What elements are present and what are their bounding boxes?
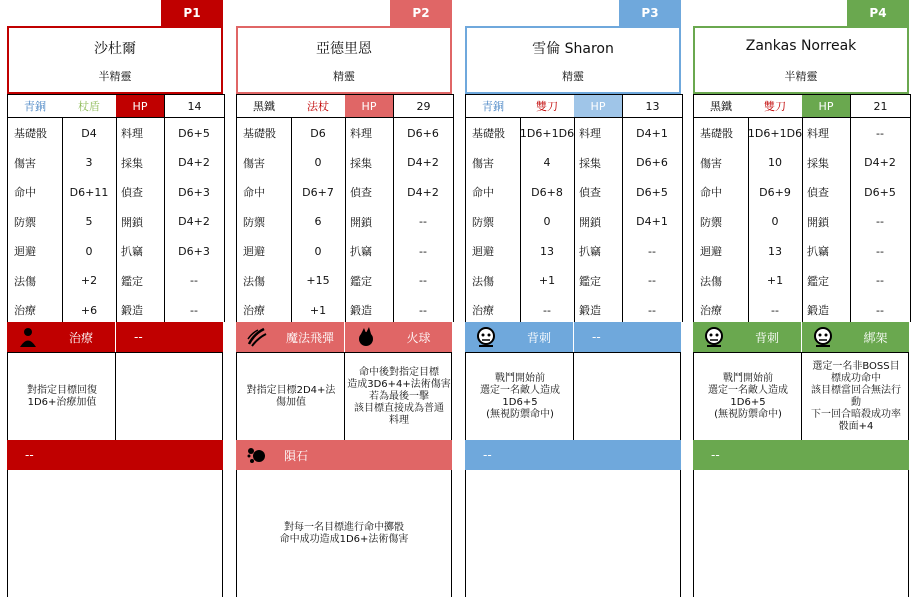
skill-value: 1D6+1D6 [747,126,803,140]
stats-row [466,207,682,237]
ability-bar [693,440,909,470]
ability-bar [7,440,223,470]
ability-name: -- [592,330,601,344]
craft-label: 鍛造 [579,304,601,317]
stats-row [8,236,224,266]
character-race: 精靈 [562,70,584,83]
craft-label: 偵查 [121,186,143,199]
skill-label: 法傷 [14,274,36,288]
skill-label: 基礎骰 [472,127,505,140]
craft-value: -- [876,274,884,287]
name-box [693,26,909,94]
character-race: 精靈 [333,70,355,83]
craft-value: -- [190,303,198,317]
armor-label: 青銅 [482,100,504,113]
craft-value: D6+5 [864,185,896,199]
character-card-p3 [465,0,681,597]
skill-label: 治療 [472,304,494,317]
hp-label: HP [574,95,622,117]
craft-label: 扒竊 [579,245,601,258]
weapon-label: 雙刀 [764,100,786,113]
character-name: 雪倫 Sharon [532,41,614,57]
hp-value: 13 [622,95,682,117]
ability-slot-3[interactable] [236,440,452,470]
stats-row [466,177,682,207]
ability-description-area [693,352,909,440]
craft-value: D6+3 [178,185,210,199]
ability-description [118,353,222,441]
ability-description-area [236,470,452,597]
ability-description-area [7,470,223,597]
ability-name: 背刺 [526,330,551,345]
stats-header-row [466,94,682,118]
ability-name: 背刺 [754,330,779,345]
stats-table [693,94,911,322]
skill-label: 防禦 [700,215,722,229]
ability-slot-3[interactable] [7,440,223,470]
skill-value: D6+7 [302,185,334,199]
craft-label: 偵查 [579,186,601,199]
column-divider [801,353,802,441]
ability-bar [236,440,452,470]
stats-header-row [694,94,910,118]
hp-label: HP [802,95,850,117]
meteor-icon [246,444,268,466]
skill-label: 治療 [700,304,722,317]
name-box [465,26,681,94]
skill-value: -- [771,303,779,317]
ability-slot-2[interactable] [344,322,452,352]
craft-label: 扒竊 [121,245,143,258]
craft-label: 偵查 [807,186,829,199]
craft-value: -- [876,215,884,228]
ability-bar [465,322,681,352]
ability-slot-2[interactable] [801,322,909,352]
ability-slot-2[interactable] [115,322,223,352]
craft-label: 鍛造 [121,304,143,317]
stats-table [236,94,454,322]
craft-value: D4+2 [407,185,439,199]
column-divider [573,353,574,441]
backstab-icon [703,326,725,348]
column-divider [115,353,116,441]
stats-row [237,148,453,178]
ability-name: -- [134,330,143,344]
stats-row [466,295,682,325]
ability-name: 魔法飛彈 [285,330,334,345]
skill-label: 命中 [14,186,36,199]
craft-label: 料理 [350,127,372,140]
column-divider [344,353,345,441]
skill-value: +1 [309,303,327,317]
stats-row [694,236,910,266]
ability-slot-1[interactable] [465,322,573,352]
armor-label: 黑鐵 [710,100,732,113]
craft-label: 鍛造 [807,304,829,317]
skill-value: 3 [85,156,93,169]
craft-value: D4+2 [407,156,439,169]
skill-value: -- [543,303,551,317]
craft-value: D6+5 [178,126,210,140]
skill-label: 防禦 [243,215,265,229]
skill-label: 傷害 [243,156,265,170]
ability-name: -- [483,448,492,462]
craft-value: D4+2 [864,156,896,169]
craft-value: -- [419,244,427,258]
character-name: 亞德里恩 [316,41,372,57]
craft-label: 採集 [350,156,372,170]
ability-bar [465,440,681,470]
craft-label: 料理 [807,127,829,140]
player-tab[interactable]: P3 [619,0,681,26]
skill-label: 法傷 [472,274,494,288]
ability-bar [693,322,909,352]
craft-value: -- [876,244,884,258]
stats-row [237,295,453,325]
ability-description: 戰鬥開始前 選定一名敵人造成 1D6+5 (無視防禦命中) [708,373,788,420]
skill-value: 13 [768,244,782,258]
stats-row [237,266,453,296]
craft-label: 採集 [807,156,829,170]
skill-value: +1 [766,274,784,287]
character-race: 半精靈 [784,70,818,83]
ability-description-area [465,352,681,440]
character-race: 半精靈 [98,70,132,83]
craft-label: 扒竊 [807,245,829,258]
hp-label: HP [345,95,393,117]
skill-value: 0 [85,244,93,258]
ability-description-area [7,352,223,440]
craft-label: 開鎖 [579,215,601,229]
craft-label: 鑑定 [121,274,143,288]
craft-value: D4+2 [178,156,210,169]
skill-label: 傷害 [14,156,36,170]
skill-value: 10 [768,156,782,169]
stats-header-row [8,94,224,118]
craft-value: D6+5 [636,185,668,199]
ability-name: -- [25,448,34,462]
skill-label: 基礎骰 [14,127,47,140]
craft-label: 開鎖 [121,215,143,229]
stats-row [8,207,224,237]
armor-label: 青銅 [24,100,46,113]
ability-slot-1[interactable] [7,322,115,352]
skill-label: 命中 [472,186,494,199]
craft-label: 開鎖 [350,215,372,229]
magic-missile-icon [246,326,268,348]
skill-value: +15 [306,274,330,287]
ability-description-area [236,352,452,440]
name-box [7,26,223,94]
skill-value: 1D6+1D6 [519,126,575,140]
stats-row [237,207,453,237]
backstab-icon [475,326,497,348]
ability-name: 綁架 [863,330,888,345]
craft-value: D4+1 [636,126,668,140]
stats-row [694,148,910,178]
skill-value: 0 [314,156,322,169]
ability-name: 治療 [68,330,93,345]
ability-description: 對指定目標2D4+法 傷加值 [246,385,336,408]
craft-value: -- [648,274,656,287]
stats-row [8,266,224,296]
skill-value: D6+9 [759,185,791,199]
skill-label: 法傷 [243,274,265,288]
player-tab[interactable]: P2 [390,0,452,26]
skill-label: 命中 [700,186,722,199]
ability-description: 選定一名非BOSS目 標成功命中 該目標當回合無法行 動 下一回合暗殺成功率 骰面+4 [811,361,901,432]
craft-label: 採集 [579,156,601,170]
craft-value: -- [876,303,884,317]
craft-label: 鑑定 [579,274,601,288]
ability-name: 隕石 [284,448,309,463]
skill-value: 5 [85,215,93,228]
craft-value: -- [419,274,427,287]
ability-description [576,353,680,441]
stats-row [8,295,224,325]
craft-value: -- [190,274,198,287]
skill-value: +6 [80,303,98,317]
ability-slot-3[interactable] [693,440,909,470]
weapon-label: 雙刀 [536,100,558,113]
skill-label: 迴避 [700,245,722,258]
craft-value: D6+3 [178,244,210,258]
skill-value: D4 [81,126,97,140]
craft-label: 偵查 [350,186,372,199]
stats-row [694,177,910,207]
skill-value: D6+8 [531,185,563,199]
character-name: 沙杜爾 [94,41,136,57]
skill-value: D6+11 [69,185,109,199]
craft-value: -- [419,215,427,228]
ability-description: 命中後對指定目標 造成3D6+4+法術傷害 若為最後一擊 該目標直接成為普通 料理 [347,367,451,426]
stats-row [466,148,682,178]
character-name: Zankas Norreak [745,38,857,54]
stats-row [8,118,224,148]
craft-value: D6+6 [407,126,439,140]
ability-description: 對指定目標回復 1D6+治療加值 [27,385,97,408]
skill-value: +2 [80,274,98,287]
hp-value: 29 [393,95,453,117]
stats-row [466,266,682,296]
ability-description [694,470,908,597]
kidnap-icon [812,326,834,348]
craft-value: D4+1 [636,215,668,228]
character-card-p1 [7,0,223,597]
stats-row [237,236,453,266]
player-tab[interactable]: P1 [161,0,223,26]
ability-description [8,470,222,597]
player-tab[interactable]: P4 [847,0,909,26]
ability-slot-1[interactable] [693,322,801,352]
stats-table [7,94,225,322]
weapon-label: 法杖 [307,100,329,113]
stats-row [237,118,453,148]
hp-value: 21 [850,95,910,117]
name-box [236,26,452,94]
stats-row [8,148,224,178]
craft-value: D6+6 [636,156,668,169]
hp-label: HP [116,95,164,117]
craft-value: D4+2 [178,215,210,228]
skill-label: 傷害 [472,156,494,170]
craft-label: 採集 [121,156,143,170]
skill-label: 基礎骰 [243,127,276,140]
skill-value: 0 [771,215,779,228]
skill-label: 迴避 [14,245,36,258]
stats-row [694,266,910,296]
heal-icon [17,326,39,348]
stats-row [8,177,224,207]
character-card-p2 [236,0,452,597]
ability-slot-2[interactable] [573,322,681,352]
craft-value: -- [648,303,656,317]
skill-label: 防禦 [14,215,36,229]
skill-label: 迴避 [472,245,494,258]
craft-label: 開鎖 [807,215,829,229]
ability-bar [236,322,452,352]
craft-label: 鑑定 [350,274,372,288]
skill-label: 治療 [14,304,36,317]
skill-value: +1 [538,274,556,287]
stats-row [466,236,682,266]
skill-label: 防禦 [472,215,494,229]
skill-value: 0 [314,244,322,258]
stats-row [694,207,910,237]
skill-label: 傷害 [700,156,722,170]
craft-label: 料理 [579,127,601,140]
skill-label: 迴避 [243,245,265,258]
stats-header-row [237,94,453,118]
skill-value: D6 [310,126,326,140]
craft-label: 料理 [121,127,143,140]
craft-label: 鑑定 [807,274,829,288]
skill-value: 4 [543,156,551,169]
ability-name: -- [711,448,720,462]
stats-row [694,295,910,325]
character-card-p4 [693,0,909,597]
craft-label: 扒竊 [350,245,372,258]
skill-value: 6 [314,215,322,228]
stats-table [465,94,683,322]
craft-label: 鍛造 [350,304,372,317]
ability-description: 對每一名目標進行命中擲骰 命中成功造成1D6+法術傷害 [279,521,409,545]
armor-label: 黑鐵 [253,100,275,113]
skill-label: 命中 [243,186,265,199]
weapon-label: 杖盾 [78,100,100,113]
craft-value: -- [876,126,884,140]
hp-value: 14 [164,95,224,117]
skill-label: 治療 [243,304,265,317]
ability-description: 戰鬥開始前 選定一名敵人造成 1D6+5 (無視防禦命中) [480,373,560,420]
stats-row [694,118,910,148]
ability-description-area [693,470,909,597]
fireball-icon [355,326,377,348]
skill-label: 基礎骰 [700,127,733,140]
craft-value: -- [419,303,427,317]
ability-description-area [465,470,681,597]
stats-row [237,177,453,207]
ability-slot-3[interactable] [465,440,681,470]
ability-description [466,470,680,597]
craft-value: -- [648,244,656,258]
skill-label: 法傷 [700,274,722,288]
ability-name: 火球 [406,330,431,345]
skill-value: 0 [543,215,551,228]
stats-row [466,118,682,148]
skill-value: 13 [540,244,554,258]
ability-slot-1[interactable] [236,322,344,352]
ability-bar [7,322,223,352]
